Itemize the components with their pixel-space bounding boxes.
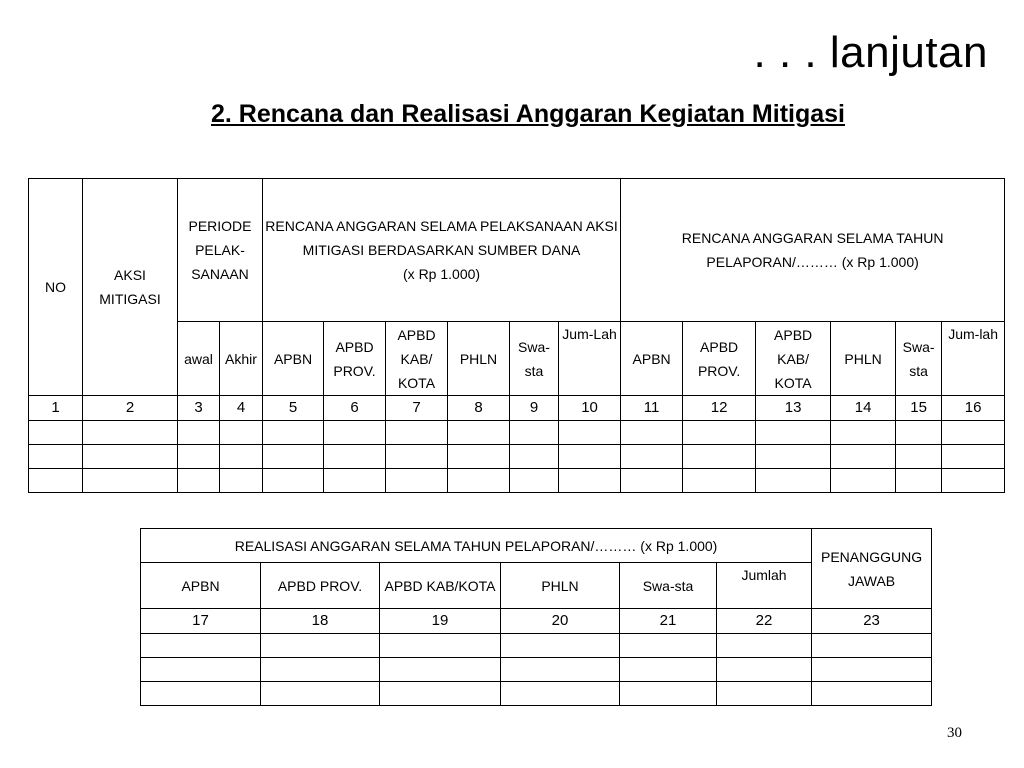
column-number: 2 <box>83 396 178 421</box>
table-cell <box>501 682 620 706</box>
table-cell <box>448 445 510 469</box>
column-number: 12 <box>683 396 756 421</box>
table-header-row <box>29 179 1005 322</box>
table-cell <box>448 421 510 445</box>
table-cell <box>896 421 942 445</box>
column-number: 1 <box>29 396 83 421</box>
column-number: 14 <box>831 396 896 421</box>
table-cell <box>220 469 263 493</box>
table-cell <box>324 445 386 469</box>
table-cell <box>831 445 896 469</box>
column-number: 7 <box>386 396 448 421</box>
table-cell <box>620 682 717 706</box>
table-cell <box>83 421 178 445</box>
table-row <box>141 682 932 706</box>
column-number: 22 <box>717 609 812 634</box>
header-apbd-prov-realisasi: APBD PROV. <box>261 563 380 609</box>
table-cell <box>386 445 448 469</box>
table-cell <box>380 658 501 682</box>
rencana-pelaksanaan-unit: (x Rp 1.000) <box>403 266 481 282</box>
table-cell <box>812 634 932 658</box>
header-realisasi: REALISASI ANGGARAN SELAMA TAHUN PELAPORAN/……… (x Rp 1.000) <box>141 529 812 563</box>
table-cell <box>559 469 621 493</box>
slide-title: . . . lanjutan <box>753 28 988 77</box>
table-cell <box>380 634 501 658</box>
header-penanggung-jawab: PENANGGUNG JAWAB <box>812 529 932 609</box>
table-cell <box>178 469 220 493</box>
table-cell <box>380 682 501 706</box>
table-cell <box>812 682 932 706</box>
header-jumlah-realisasi: Jumlah <box>717 563 812 609</box>
header-apbd-kabkota: APBD KAB/ KOTA <box>386 322 448 396</box>
table-cell <box>386 421 448 445</box>
table-row <box>29 445 1005 469</box>
table-cell <box>324 469 386 493</box>
budget-plan-table <box>28 178 1005 493</box>
table-cell <box>263 445 324 469</box>
table-cell <box>141 634 261 658</box>
column-number-row <box>29 396 1005 421</box>
table-cell <box>683 421 756 445</box>
table-cell <box>756 469 831 493</box>
header-phln-tahun: PHLN <box>831 322 896 396</box>
table-cell <box>756 421 831 445</box>
header-awal: awal <box>178 322 220 396</box>
header-apbn: APBN <box>263 322 324 396</box>
table-cell <box>29 469 83 493</box>
column-number-row <box>141 609 932 634</box>
header-apbd-prov: APBD PROV. <box>324 322 386 396</box>
table-cell <box>178 421 220 445</box>
table-cell <box>29 445 83 469</box>
table-cell <box>559 445 621 469</box>
table-cell <box>510 469 559 493</box>
table-header-row <box>141 529 932 563</box>
table-cell <box>812 658 932 682</box>
header-jumlah-tahun: Jum-lah <box>942 322 1005 396</box>
budget-realization-table <box>140 528 932 706</box>
table-cell <box>831 469 896 493</box>
column-number: 16 <box>942 396 1005 421</box>
table-cell <box>261 682 380 706</box>
table-cell <box>717 634 812 658</box>
column-number: 23 <box>812 609 932 634</box>
table-cell <box>324 421 386 445</box>
section-subtitle: 2. Rencana dan Realisasi Anggaran Kegiatan Mitigasi <box>211 100 845 128</box>
header-aksi-mitigasi: AKSI MITIGASI <box>83 179 178 396</box>
header-jumlah: Jum-Lah <box>559 322 621 396</box>
table-row <box>29 469 1005 493</box>
table-cell <box>756 445 831 469</box>
header-apbn-tahun: APBN <box>621 322 683 396</box>
column-number: 9 <box>510 396 559 421</box>
header-apbn-realisasi: APBN <box>141 563 261 609</box>
table-cell <box>261 658 380 682</box>
header-phln-realisasi: PHLN <box>501 563 620 609</box>
page-number: 30 <box>947 725 962 741</box>
column-number: 6 <box>324 396 386 421</box>
column-number: 8 <box>448 396 510 421</box>
column-number: 3 <box>178 396 220 421</box>
table-cell <box>717 682 812 706</box>
table-row <box>141 634 932 658</box>
column-number: 10 <box>559 396 621 421</box>
column-number: 11 <box>621 396 683 421</box>
table-cell <box>896 445 942 469</box>
table-cell <box>621 421 683 445</box>
table-cell <box>942 469 1005 493</box>
column-number: 19 <box>380 609 501 634</box>
table-cell <box>717 658 812 682</box>
table-cell <box>620 658 717 682</box>
table-cell <box>620 634 717 658</box>
header-swasta-tahun: Swa-sta <box>896 322 942 396</box>
table-cell <box>621 469 683 493</box>
header-swasta-realisasi: Swa-sta <box>620 563 717 609</box>
column-number: 13 <box>756 396 831 421</box>
table-row <box>141 658 932 682</box>
table-cell <box>510 445 559 469</box>
header-rencana-pelaksanaan <box>263 179 621 322</box>
header-periode: PERIODE PELAK-SANAAN <box>178 179 263 322</box>
table-cell <box>220 421 263 445</box>
table-cell <box>942 421 1005 445</box>
table-cell <box>178 445 220 469</box>
table-cell <box>448 469 510 493</box>
table-cell <box>261 634 380 658</box>
table-cell <box>683 469 756 493</box>
table-cell <box>896 469 942 493</box>
header-no: NO <box>29 179 83 396</box>
column-number: 4 <box>220 396 263 421</box>
table-cell <box>220 445 263 469</box>
header-phln: PHLN <box>448 322 510 396</box>
table-cell <box>501 634 620 658</box>
table-cell <box>510 421 559 445</box>
column-number: 5 <box>263 396 324 421</box>
header-swasta: Swa-sta <box>510 322 559 396</box>
table-cell <box>831 421 896 445</box>
table-cell <box>141 682 261 706</box>
table-cell <box>683 445 756 469</box>
header-apbd-kabkota-realisasi: APBD KAB/KOTA <box>380 563 501 609</box>
table-cell <box>559 421 621 445</box>
table-cell <box>386 469 448 493</box>
table-cell <box>263 469 324 493</box>
column-number: 18 <box>261 609 380 634</box>
table-cell <box>83 445 178 469</box>
column-number: 21 <box>620 609 717 634</box>
table-cell <box>29 421 83 445</box>
table-cell <box>263 421 324 445</box>
header-akhir: Akhir <box>220 322 263 396</box>
rencana-pelaksanaan-label: RENCANA ANGGARAN SELAMA PELAKSANAAN AKSI MITIGASI BERDASARKAN SUMBER DANA <box>265 218 618 258</box>
header-apbd-prov-tahun: APBD PROV. <box>683 322 756 396</box>
column-number: 20 <box>501 609 620 634</box>
table-cell <box>83 469 178 493</box>
column-number: 15 <box>896 396 942 421</box>
table-row <box>29 421 1005 445</box>
table-cell <box>141 658 261 682</box>
column-number: 17 <box>141 609 261 634</box>
header-rencana-tahun: RENCANA ANGGARAN SELAMA TAHUN PELAPORAN/……… (x Rp 1.000) <box>621 179 1005 322</box>
table-cell <box>621 445 683 469</box>
header-apbd-kabkota-tahun: APBD KAB/ KOTA <box>756 322 831 396</box>
table-cell <box>942 445 1005 469</box>
table-cell <box>501 658 620 682</box>
